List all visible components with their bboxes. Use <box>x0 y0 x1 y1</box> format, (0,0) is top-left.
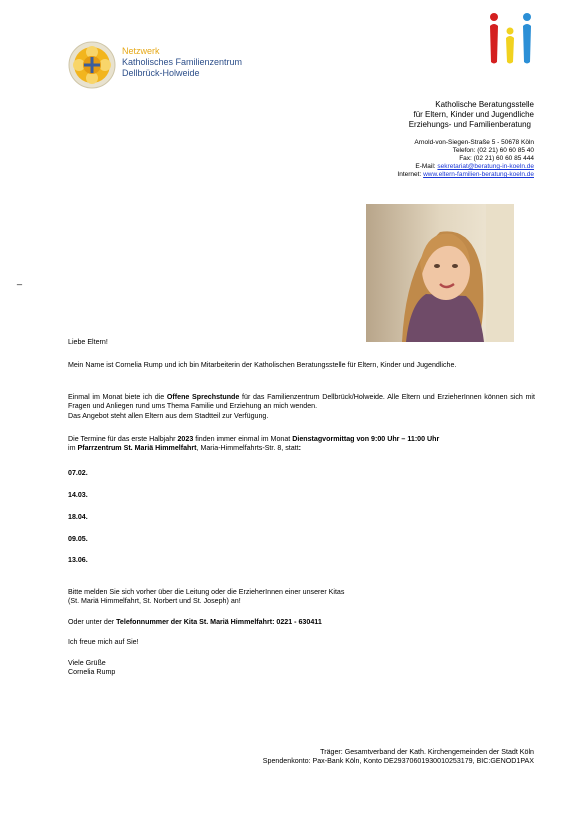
registration-line1: Bitte melden Sie sich vorher über die Leitung oder die ErzieherInnen einer unserer Kitas <box>68 588 345 596</box>
web-link[interactable]: www.eltern-familien-beratung-koeln.de <box>423 171 534 178</box>
web-label: Internet: <box>397 171 424 178</box>
offer-text-c: für das Familienzentrum Dellbrück/Holweide. Alle Eltern und ErzieherInnen können sich mit Fragen und Anliegen rund ums Thema Familie und Erziehung an mich wenden. <box>68 393 535 411</box>
sender-web-line <box>397 171 534 178</box>
phone-number-highlight: Telefonnummer der Kita St. Mariä Himmelfahrt: 0221 - 630411 <box>116 618 322 626</box>
offer-text-a: Einmal im Monat biete ich die <box>68 393 167 401</box>
sender-name-line1: Katholische Beratungsstelle <box>435 100 534 109</box>
closing <box>68 659 535 678</box>
email-link[interactable]: sekretariat@beratung-in-koeln.de <box>437 163 534 170</box>
footer-bank: Spendenkonto: Pax-Bank Köln, Konto DE29370601930010253179, BIC:GENOD1PAX <box>262 757 534 765</box>
crossed-circle-emblem-icon <box>68 41 116 89</box>
date-item: 07.02. <box>68 469 88 477</box>
logo-network-label: Netzwerk <box>122 46 160 56</box>
paragraph-schedule <box>68 435 535 454</box>
date-item: 14.03. <box>68 491 88 499</box>
schedule-location: Pfarrzentrum St. Mariä Himmelfahrt <box>77 444 197 453</box>
family-figures-icon <box>488 12 536 66</box>
logo-title: Katholisches Familienzentrum <box>122 57 243 67</box>
schedule-text-c: finden immer einmal im Monat <box>193 435 293 443</box>
paragraph-closing-sentence: Ich freue mich auf Sie! <box>68 638 139 646</box>
schedule-text-a: Die Termine für das erste Halbjahr <box>68 435 178 443</box>
fold-mark: _ <box>17 275 23 285</box>
sender-fax: Fax: (02 21) 60 60 85 444 <box>459 155 534 162</box>
sender-name-line3: Erziehungs- und Familienberatung <box>408 120 531 129</box>
schedule-time: Dienstagvormittag von 9:00 Uhr – 11:00 Uhr <box>292 435 440 443</box>
footer-carrier: Träger: Gesamtverband der Kath. Kirchengemeinden der Stadt Köln <box>320 748 534 756</box>
offer-highlight: Offene Sprechstunde <box>166 393 240 401</box>
paragraph-offer <box>68 393 535 421</box>
paragraph-phone <box>68 618 535 627</box>
offer-text-d: Das Angebot steht allen Eltern aus dem Stadtteil zur Verfügung. <box>68 411 269 420</box>
schedule-year: 2023 <box>177 435 194 443</box>
paragraph-registration <box>68 588 535 607</box>
salutation: Liebe Eltern! <box>68 338 108 346</box>
schedule-text-e: im <box>68 444 78 453</box>
signature-name: Cornelia Rump <box>68 668 116 677</box>
sender-address: Arnold-von-Siegen-Straße 5 - 50678 Köln <box>414 139 534 146</box>
phone-text-a: Oder unter der <box>68 618 117 626</box>
sender-name-line2: für Eltern, Kinder und Jugendliche <box>413 110 534 119</box>
email-label: E-Mail: <box>415 163 438 170</box>
registration-line2: (St. Mariä Himmelfahrt, St. Norbert und St. Joseph) an! <box>68 597 241 606</box>
date-item: 13.06. <box>68 556 88 564</box>
sender-phone: Telefon: (02 21) 60 60 85 40 <box>452 147 534 154</box>
date-item: 09.05. <box>68 535 88 543</box>
portrait-photo <box>366 204 514 342</box>
closing-greeting: Viele Grüße <box>68 659 106 667</box>
schedule-colon: : <box>298 444 301 453</box>
schedule-text-g: , Maria-Himmelfahrts-Str. 8, statt <box>196 444 299 453</box>
paragraph-intro: Mein Name ist Cornelia Rump und ich bin Mitarbeiterin der Katholischen Beratungsstelle für Eltern, Kinder und Jugendliche. <box>68 361 457 369</box>
date-item: 18.04. <box>68 513 88 521</box>
logo-location: Dellbrück-Holweide <box>122 68 200 78</box>
sender-email-line <box>415 163 534 170</box>
